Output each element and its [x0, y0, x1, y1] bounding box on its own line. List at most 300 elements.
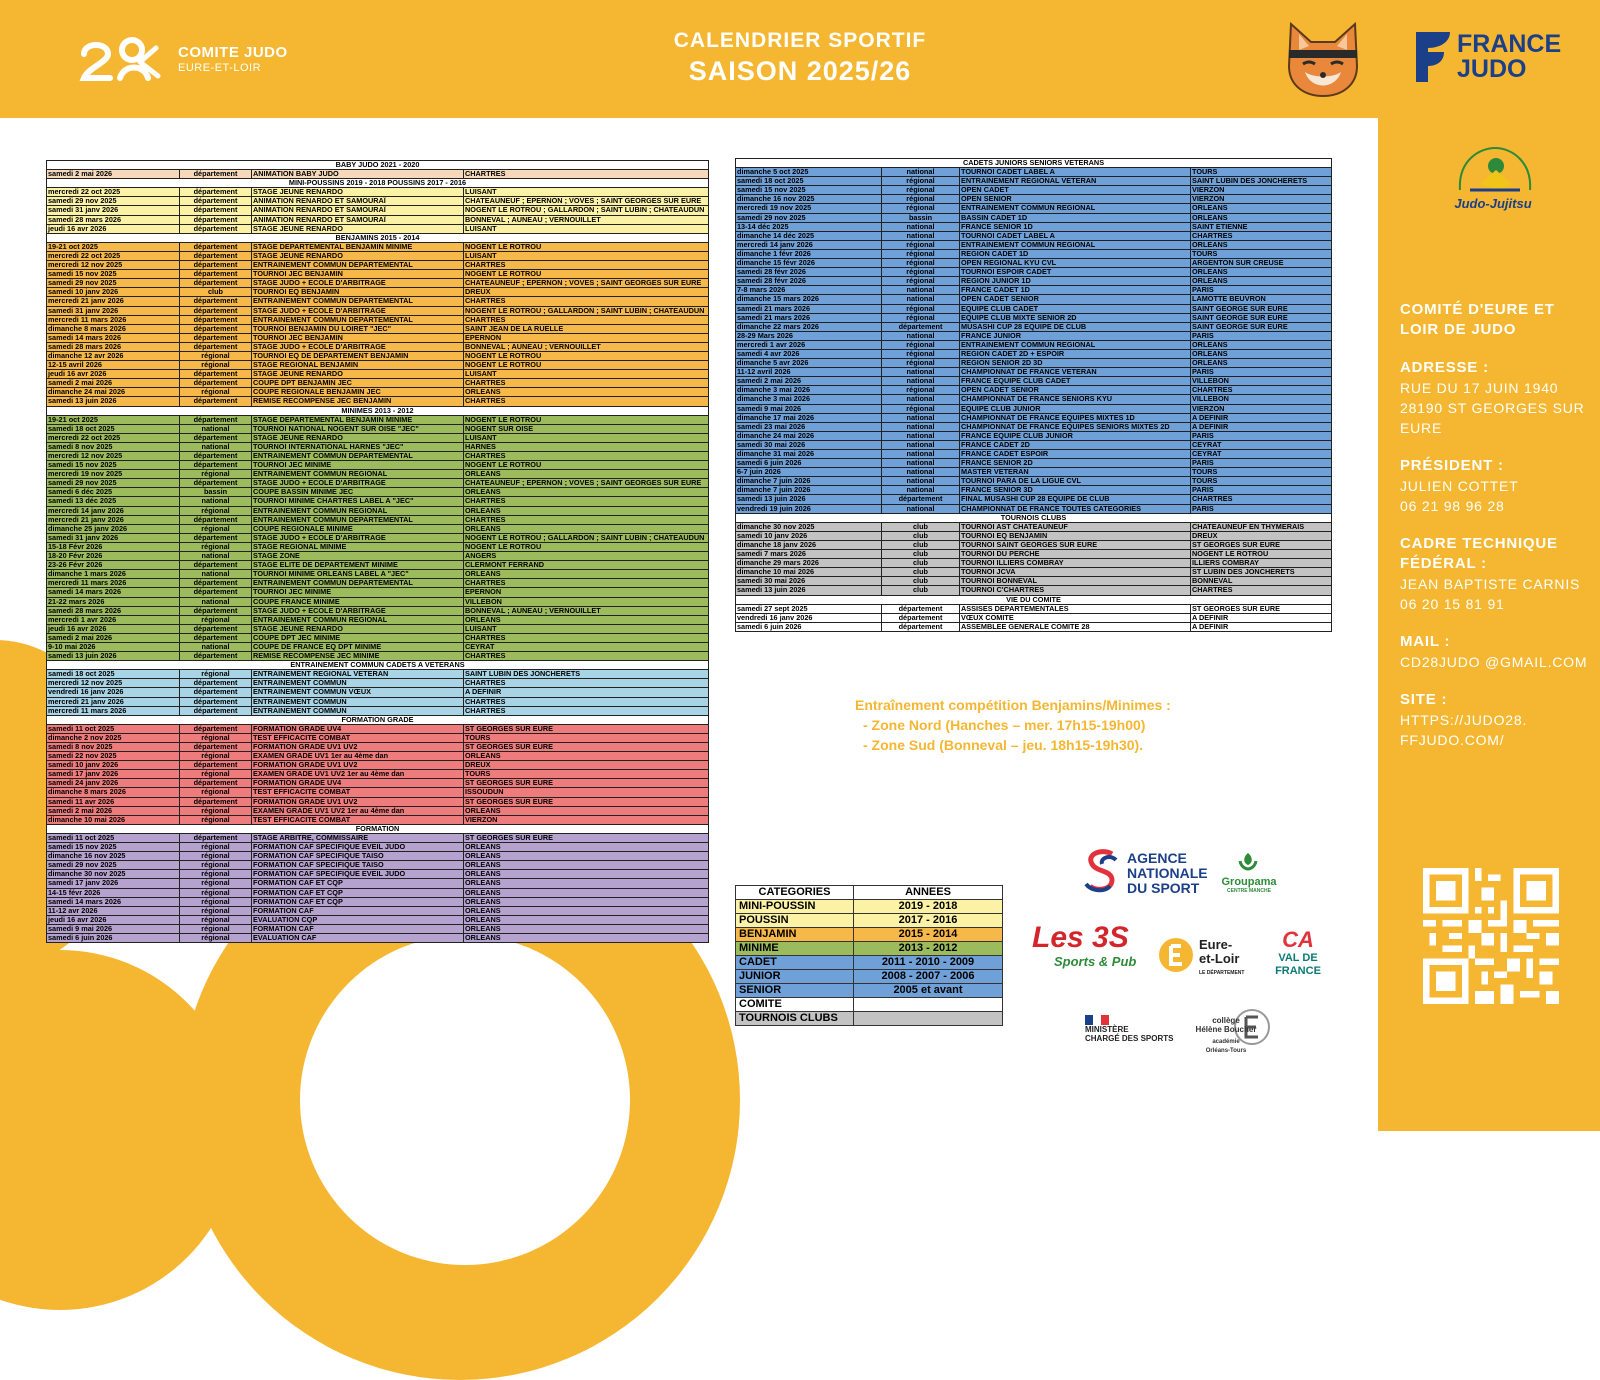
- event-level: département: [180, 679, 252, 688]
- event-location: ORLEANS: [464, 470, 709, 479]
- event-date: samedi 13 juin 2026: [736, 586, 882, 595]
- event-level: club: [882, 550, 960, 559]
- table-row: [736, 604, 1332, 613]
- event-level: national: [882, 468, 960, 477]
- event-date: 18-20 Févr 2026: [47, 552, 180, 561]
- section-header: [47, 161, 709, 170]
- event-level: département: [180, 297, 252, 306]
- event-name: CHAMPIONNAT DE FRANCE VETERAN: [960, 368, 1191, 377]
- event-name: COUPE DPT JEC MINIME: [252, 633, 464, 642]
- event-date: samedi 23 mai 2026: [736, 422, 882, 431]
- event-level: régional: [180, 615, 252, 624]
- event-level: régional: [180, 351, 252, 360]
- ans-line-1: AGENCE: [1127, 850, 1187, 866]
- table-row: [47, 806, 709, 815]
- ministere-sports-text: [1085, 1025, 1173, 1043]
- table-row: [736, 577, 1332, 586]
- event-level: département: [180, 433, 252, 442]
- table-row: [47, 415, 709, 424]
- event-date: samedi 30 mai 2026: [736, 440, 882, 449]
- event-name: TEST EFFICACITE COMBAT: [252, 815, 464, 824]
- table-row: [47, 379, 709, 388]
- table-row: [736, 259, 1332, 268]
- event-name: OPEN CADET: [960, 186, 1191, 195]
- event-name: FORMATION GRADE UV1 UV2: [252, 797, 464, 806]
- event-level: national: [882, 368, 960, 377]
- event-location: CHARTRES: [1191, 586, 1332, 595]
- event-location: TOURS: [1191, 249, 1332, 258]
- event-name: TEST EFFICACITE COMBAT: [252, 788, 464, 797]
- event-name: STAGE JUDO + ECOLE D'ARBITRAGE: [252, 479, 464, 488]
- event-date: dimanche 25 janv 2026: [47, 524, 180, 533]
- event-level: régional: [882, 177, 960, 186]
- event-level: département: [180, 206, 252, 215]
- event-level: régional: [180, 924, 252, 933]
- address-label: ADRESSE :: [1400, 359, 1489, 376]
- event-location: ORLEANS: [464, 570, 709, 579]
- table-row: [47, 633, 709, 642]
- event-location: CHARTRES: [1191, 495, 1332, 504]
- event-location: ORLEANS: [1191, 268, 1332, 277]
- section-title: MINI-POUSSINS 2019 - 2018 POUSSINS 2017 - 2016: [47, 179, 709, 188]
- event-level: club: [882, 559, 960, 568]
- table-row: [47, 215, 709, 224]
- table-row: [736, 177, 1332, 186]
- event-date: samedi 9 mai 2026: [47, 924, 180, 933]
- event-date: samedi 9 mai 2026: [736, 404, 882, 413]
- event-date: samedi 2 mai 2026: [47, 806, 180, 815]
- event-name: ENTRAINEMENT COMMUN VŒUX: [252, 688, 464, 697]
- event-date: mercredi 22 oct 2025: [47, 188, 180, 197]
- event-date: 21-22 mars 2026: [47, 597, 180, 606]
- event-level: régional: [180, 542, 252, 551]
- schedule-table-youth: [46, 160, 709, 943]
- table-row: [47, 670, 709, 679]
- event-date: mercredi 22 oct 2025: [47, 251, 180, 260]
- event-date: samedi 31 janv 2026: [47, 306, 180, 315]
- event-name: CHAMPIONNAT DE FRANCE SENIORS KYU: [960, 395, 1191, 404]
- college-text: [1192, 1016, 1260, 1056]
- table-row: [736, 459, 1332, 468]
- event-name: STAGE JEUNE RENARDO: [252, 433, 464, 442]
- table-row: [47, 297, 709, 306]
- college-line-3: académie: [1212, 1039, 1240, 1045]
- event-location: TOURS: [1191, 477, 1332, 486]
- event-name: EQUIPE CLUB MIXTE SENIOR 2D: [960, 313, 1191, 322]
- event-date: mercredi 12 nov 2025: [47, 261, 180, 270]
- event-location: NOGENT LE ROTROU: [464, 542, 709, 551]
- event-location: CHARTRES: [464, 261, 709, 270]
- event-date: mercredi 21 janv 2026: [47, 697, 180, 706]
- event-level: régional: [882, 277, 960, 286]
- event-location: NOGENT LE ROTROU: [464, 361, 709, 370]
- table-row: [736, 440, 1332, 449]
- event-name: ASSEMBLEE GENERALE COMITE 28: [960, 622, 1191, 631]
- event-name: EVALUATION CQP: [252, 915, 464, 924]
- legend-row: [736, 984, 1003, 998]
- event-name: TOURNOI EQ DE DEPARTEMENT BENJAMIN: [252, 351, 464, 360]
- table-row: [736, 313, 1332, 322]
- table-row: [736, 613, 1332, 622]
- event-location: NOGENT LE ROTROU: [464, 461, 709, 470]
- event-date: 11-12 avr 2026: [47, 906, 180, 915]
- event-date: dimanche 5 oct 2025: [736, 168, 882, 177]
- event-level: national: [882, 231, 960, 240]
- event-date: dimanche 15 févr 2026: [736, 259, 882, 268]
- section-header: [736, 595, 1332, 604]
- event-level: régional: [882, 204, 960, 213]
- event-location: CHARTRES: [464, 315, 709, 324]
- table-row: [736, 531, 1332, 540]
- legend-category: COMITE: [736, 998, 854, 1012]
- event-name: MUSASHI CUP 28 EQUIPE DE CLUB: [960, 322, 1191, 331]
- event-level: régional: [180, 470, 252, 479]
- event-level: département: [180, 170, 252, 179]
- event-date: samedi 29 nov 2025: [47, 279, 180, 288]
- table-row: [47, 597, 709, 606]
- event-level: département: [180, 306, 252, 315]
- legend-header-years: ANNEES: [854, 886, 1003, 900]
- event-name: ENTRAINEMENT COMMUN REGIONAL: [252, 470, 464, 479]
- legend-years: [854, 1012, 1003, 1026]
- event-name: FORMATION CAF SPECIFIQUE TAISO: [252, 852, 464, 861]
- event-location: PARIS: [1191, 331, 1332, 340]
- event-level: département: [180, 324, 252, 333]
- table-row: [47, 170, 709, 179]
- event-location: SAINT GEORGE SUR EURE: [1191, 304, 1332, 313]
- mail-label: MAIL :: [1400, 633, 1451, 650]
- legend-row: [736, 900, 1003, 914]
- event-level: régional: [882, 195, 960, 204]
- event-date: 15-18 Févr 2026: [47, 542, 180, 551]
- event-name: TOURNOI CADET LABEL A: [960, 168, 1191, 177]
- event-name: VŒUX COMITE: [960, 613, 1191, 622]
- table-row: [47, 424, 709, 433]
- event-level: national: [180, 597, 252, 606]
- event-date: dimanche 30 nov 2025: [47, 870, 180, 879]
- event-date: dimanche 3 mai 2026: [736, 386, 882, 395]
- event-location: ORLEANS: [464, 888, 709, 897]
- event-date: mercredi 12 nov 2025: [47, 679, 180, 688]
- event-level: régional: [180, 843, 252, 852]
- event-date: samedi 28 mars 2026: [47, 342, 180, 351]
- event-date: dimanche 10 mai 2026: [47, 815, 180, 824]
- event-location: CHARTRES: [464, 633, 709, 642]
- event-level: national: [882, 450, 960, 459]
- event-name: FORMATION CAF SPECIFIQUE TAISO: [252, 861, 464, 870]
- event-date: samedi 10 janv 2026: [736, 531, 882, 540]
- table-row: [47, 497, 709, 506]
- event-level: département: [180, 761, 252, 770]
- event-name: OPEN REGIONAL KYU CVL: [960, 259, 1191, 268]
- legend-category: CADET: [736, 956, 854, 970]
- event-location: PARIS: [1191, 368, 1332, 377]
- table-row: [736, 204, 1332, 213]
- event-date: samedi 13 déc 2025: [47, 497, 180, 506]
- event-name: TOURNOI NATIONAL NOGENT SUR OISE "JEC": [252, 424, 464, 433]
- event-level: département: [180, 270, 252, 279]
- event-date: mercredi 14 janv 2026: [47, 506, 180, 515]
- event-level: département: [882, 622, 960, 631]
- event-date: vendredi 16 janv 2026: [736, 613, 882, 622]
- event-level: régional: [180, 915, 252, 924]
- table-row: [736, 386, 1332, 395]
- table-row: [47, 206, 709, 215]
- event-location: ORLEANS: [1191, 204, 1332, 213]
- table-row: [47, 624, 709, 633]
- qr-code-icon[interactable]: [1423, 868, 1559, 1004]
- event-level: régional: [882, 268, 960, 277]
- event-location: CEYRAT: [1191, 440, 1332, 449]
- event-name: STAGE REGIONAL BENJAMIN: [252, 361, 464, 370]
- event-date: samedi 30 mai 2026: [736, 577, 882, 586]
- legend-category: JUNIOR: [736, 970, 854, 984]
- event-name: TOURNOI AST CHATEAUNEUF: [960, 522, 1191, 531]
- event-level: régional: [180, 861, 252, 870]
- event-date: samedi 6 juin 2026: [736, 622, 882, 631]
- event-level: département: [180, 579, 252, 588]
- table-row: [736, 222, 1332, 231]
- section-header: [736, 513, 1332, 522]
- event-name: CHAMPIONNAT DE FRANCE EQUIPES SENIORS MIXTES 2D: [960, 422, 1191, 431]
- event-date: jeudi 16 avr 2026: [47, 624, 180, 633]
- event-date: samedi 6 juin 2026: [736, 459, 882, 468]
- table-row: [47, 933, 709, 942]
- legend-category: TOURNOIS CLUBS: [736, 1012, 854, 1026]
- event-date: dimanche 22 mars 2026: [736, 322, 882, 331]
- event-level: département: [180, 652, 252, 661]
- event-location: CHARTRES: [464, 397, 709, 406]
- event-location: ORLEANS: [1191, 340, 1332, 349]
- training-note: [855, 695, 1171, 755]
- event-date: jeudi 16 avr 2026: [47, 224, 180, 233]
- event-location: ORLEANS: [464, 806, 709, 815]
- event-date: vendredi 16 janv 2026: [47, 688, 180, 697]
- event-name: TOURNOI JEC MINIME: [252, 588, 464, 597]
- event-location: LUISANT: [464, 433, 709, 442]
- event-date: samedi 15 nov 2025: [736, 186, 882, 195]
- table-row: [47, 770, 709, 779]
- event-name: CHAMPIONNAT DE FRANCE TOUTES CATEGORIES: [960, 504, 1191, 513]
- legend-header-categories: CATEGORIES: [736, 886, 854, 900]
- table-row: [47, 588, 709, 597]
- event-level: régional: [882, 313, 960, 322]
- event-date: samedi 14 mars 2026: [47, 588, 180, 597]
- event-name: FORMATION CAF ET CQP: [252, 879, 464, 888]
- table-row: [736, 195, 1332, 204]
- event-level: national: [882, 486, 960, 495]
- event-location: NOGENT LE ROTROU: [464, 270, 709, 279]
- event-name: FORMATION GRADE UV1 UV2: [252, 743, 464, 752]
- site-link[interactable]: HTTPS://JUDO28. FFJUDO.COM/: [1400, 712, 1528, 748]
- event-location: LUISANT: [464, 370, 709, 379]
- event-location: CHARTRES: [464, 515, 709, 524]
- event-name: TOURNOI MINIME ORLEANS LABEL A "JEC": [252, 570, 464, 579]
- section-title: VIE DU COMITE: [736, 595, 1332, 604]
- event-date: dimanche 2 nov 2025: [47, 733, 180, 742]
- event-level: national: [180, 552, 252, 561]
- event-level: régional: [882, 186, 960, 195]
- fox-mascot-icon: [1285, 20, 1361, 98]
- france-judo-text: [1457, 32, 1561, 82]
- event-location: CHARTRES: [464, 579, 709, 588]
- event-date: vendredi 19 juin 2026: [736, 504, 882, 513]
- table-row: [736, 368, 1332, 377]
- legend-category: POUSSIN: [736, 914, 854, 928]
- event-name: STAGE ELITE DE DEPARTEMENT MINIME: [252, 561, 464, 570]
- event-location: ST GEORGES SUR EURE: [464, 797, 709, 806]
- event-level: national: [882, 286, 960, 295]
- event-name: STAGE JUDO + ECOLE D'ARBITRAGE: [252, 606, 464, 615]
- org-name: COMITÉ D'EURE ET LOIR DE JUDO: [1400, 301, 1555, 338]
- ligue-label: Judo-Jujitsu: [1454, 196, 1532, 211]
- legend-years: 2015 - 2014: [854, 928, 1003, 942]
- event-location: CEYRAT: [464, 642, 709, 651]
- event-date: dimanche 18 janv 2026: [736, 540, 882, 549]
- table-row: [47, 452, 709, 461]
- event-location: LUISANT: [464, 224, 709, 233]
- table-row: [736, 295, 1332, 304]
- table-row: [47, 433, 709, 442]
- table-row: [736, 286, 1332, 295]
- event-name: FRANCE JUNIOR: [960, 331, 1191, 340]
- event-name: STAGE REGIONAL MINIME: [252, 542, 464, 551]
- event-date: samedi 11 oct 2025: [47, 833, 180, 842]
- event-level: département: [180, 697, 252, 706]
- legend-years: 2008 - 2007 - 2006: [854, 970, 1003, 984]
- table-row: [736, 559, 1332, 568]
- event-name: FRANCE SENIOR 3D: [960, 486, 1191, 495]
- training-title: Entraînement compétition Benjamins/Minimes :: [855, 697, 1171, 713]
- committee-name: COMITE JUDO: [178, 44, 288, 61]
- table-row: [47, 315, 709, 324]
- event-level: département: [180, 533, 252, 542]
- event-level: régional: [882, 259, 960, 268]
- event-location: NOGENT SUR OISE: [464, 424, 709, 433]
- event-level: régional: [180, 815, 252, 824]
- event-location: CHATEAUNEUF ; EPERNON ; VOVES ; SAINT GEORGES SUR EURE: [464, 279, 709, 288]
- event-level: département: [180, 743, 252, 752]
- event-date: jeudi 16 avr 2026: [47, 915, 180, 924]
- legend-years: [854, 998, 1003, 1012]
- table-row: [47, 515, 709, 524]
- event-name: FRANCE EQUIPE CLUB JUNIOR: [960, 431, 1191, 440]
- event-level: régional: [882, 359, 960, 368]
- table-row: [47, 579, 709, 588]
- table-row: [47, 879, 709, 888]
- event-level: département: [180, 397, 252, 406]
- event-level: régional: [180, 852, 252, 861]
- table-row: [47, 542, 709, 551]
- table-row: [47, 652, 709, 661]
- ca-line-2: VAL DE: [1278, 952, 1318, 964]
- groupama-sub: CENTRE MANCHE: [1227, 888, 1271, 894]
- event-date: 28-29 Mars 2026: [736, 331, 882, 340]
- event-level: régional: [180, 524, 252, 533]
- les-3s-sub: Sports & Pub: [1054, 954, 1137, 969]
- event-location: PARIS: [1191, 286, 1332, 295]
- event-location: ORLEANS: [1191, 213, 1332, 222]
- event-level: régional: [882, 404, 960, 413]
- table-row: [736, 404, 1332, 413]
- event-name: ANIMATION RENARDO ET SAMOURAÏ: [252, 197, 464, 206]
- table-row: [47, 642, 709, 651]
- event-date: samedi 31 janv 2026: [47, 533, 180, 542]
- event-date: dimanche 24 mai 2026: [736, 431, 882, 440]
- event-name: FRANCE SENIOR 1D: [960, 222, 1191, 231]
- event-name: TOURNOI CADET LABEL A: [960, 231, 1191, 240]
- event-name: COUPE FRANCE MINIME: [252, 597, 464, 606]
- les-3s-name: Les 3S: [1032, 921, 1129, 954]
- event-level: club: [882, 586, 960, 595]
- event-name: FRANCE CADET ESPOIR: [960, 450, 1191, 459]
- event-date: dimanche 3 mai 2026: [736, 395, 882, 404]
- groupama-logo-icon: [1237, 851, 1259, 873]
- table-row: [736, 486, 1332, 495]
- event-level: département: [180, 197, 252, 206]
- section-title: ENTRAINEMENT COMMUN CADETS A VETERANS: [47, 661, 709, 670]
- table-row: [47, 270, 709, 279]
- event-location: CHARTRES: [464, 652, 709, 661]
- event-name: ENTRAINEMENT COMMUN REGIONAL: [960, 340, 1191, 349]
- event-location: CHARTRES: [464, 452, 709, 461]
- table-row: [47, 324, 709, 333]
- event-level: club: [180, 288, 252, 297]
- table-row: [47, 815, 709, 824]
- event-date: samedi 28 mars 2026: [47, 215, 180, 224]
- table-row: [47, 752, 709, 761]
- table-row: [47, 697, 709, 706]
- event-location: PARIS: [1191, 459, 1332, 468]
- event-level: club: [882, 540, 960, 549]
- event-date: 13-14 déc 2025: [736, 222, 882, 231]
- event-location: TOURS: [464, 770, 709, 779]
- event-date: dimanche 31 mai 2026: [736, 450, 882, 459]
- event-name: TOURNOI JEC MINIME: [252, 461, 464, 470]
- table-row: [47, 561, 709, 570]
- event-location: CEYRAT: [1191, 450, 1332, 459]
- event-location: VIERZON: [1191, 186, 1332, 195]
- table-row: [47, 261, 709, 270]
- event-location: DREUX: [1191, 531, 1332, 540]
- event-date: dimanche 17 mai 2026: [736, 413, 882, 422]
- event-date: samedi 14 mars 2026: [47, 897, 180, 906]
- table-row: [736, 550, 1332, 559]
- event-location: CHARTRES: [464, 170, 709, 179]
- event-name: REGION CADET 2D + ESPOIR: [960, 349, 1191, 358]
- event-date: samedi 10 janv 2026: [47, 761, 180, 770]
- event-location: VIERZON: [464, 815, 709, 824]
- training-zone-north: - Zone Nord (Hanches – mer. 17h15-19h00): [863, 717, 1146, 733]
- address-value: RUE DU 17 JUIN 1940 28190 ST GEORGES SUR EURE: [1400, 380, 1585, 436]
- event-name: TOURNOI BENJAMIN DU LOIRET "JEC": [252, 324, 464, 333]
- event-level: national: [882, 395, 960, 404]
- event-date: samedi 10 janv 2026: [47, 288, 180, 297]
- mail-value[interactable]: CD28JUDO @GMAIL.COM: [1400, 654, 1588, 670]
- event-location: LAMOTTE BEUVRON: [1191, 295, 1332, 304]
- event-date: samedi 14 mars 2026: [47, 333, 180, 342]
- event-level: département: [180, 342, 252, 351]
- event-name: COUPE REGIONALE BENJAMIN JEC: [252, 388, 464, 397]
- event-name: TOURNOI BONNEVAL: [960, 577, 1191, 586]
- section-header: [47, 661, 709, 670]
- event-level: département: [180, 415, 252, 424]
- event-location: ORLEANS: [464, 388, 709, 397]
- event-level: département: [882, 604, 960, 613]
- table-row: [47, 506, 709, 515]
- event-level: régional: [180, 506, 252, 515]
- event-name: BASSIN CADET 1D: [960, 213, 1191, 222]
